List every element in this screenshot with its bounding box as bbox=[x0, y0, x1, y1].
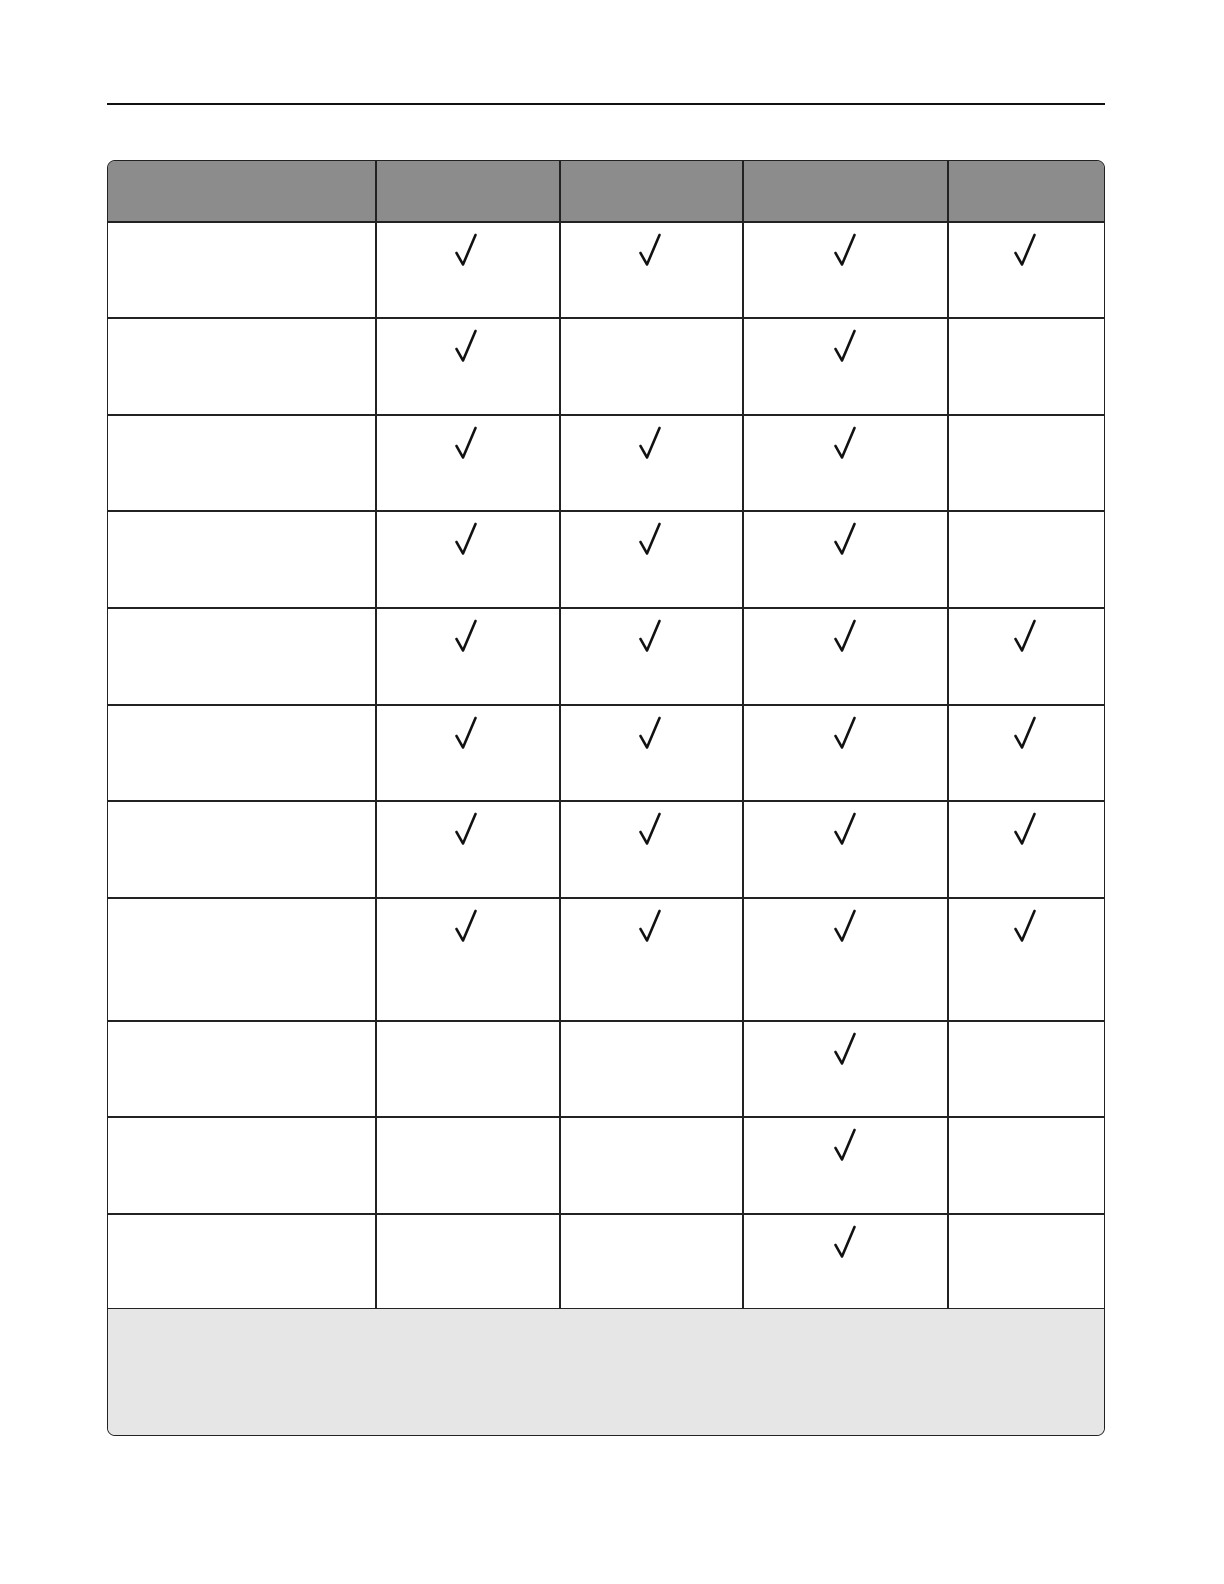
check-mark-icon bbox=[455, 329, 477, 363]
check-mark-icon bbox=[1014, 909, 1036, 943]
check-mark-icon bbox=[834, 716, 856, 750]
check-mark-icon bbox=[455, 426, 477, 460]
check-mark-icon bbox=[834, 1128, 856, 1162]
check-mark-icon bbox=[834, 619, 856, 653]
column-divider bbox=[947, 161, 949, 1309]
row-label bbox=[108, 415, 376, 511]
check-mark-icon bbox=[834, 1032, 856, 1066]
row-label bbox=[108, 318, 376, 415]
check-mark-icon bbox=[834, 1225, 856, 1259]
column-divider bbox=[559, 161, 561, 1309]
check-mark-icon bbox=[639, 716, 661, 750]
check-mark-icon bbox=[834, 329, 856, 363]
header-cell-col-1 bbox=[376, 161, 560, 222]
check-mark-icon bbox=[834, 233, 856, 267]
row-label bbox=[108, 222, 376, 318]
check-mark-icon bbox=[455, 522, 477, 556]
header-cell-feature bbox=[108, 161, 376, 222]
check-mark-icon bbox=[1014, 233, 1036, 267]
row-label bbox=[108, 1214, 376, 1309]
check-mark-icon bbox=[639, 619, 661, 653]
table-footer-note bbox=[108, 1309, 1104, 1436]
header-cell-col-4 bbox=[948, 161, 1105, 222]
check-mark-icon bbox=[639, 909, 661, 943]
check-mark-icon bbox=[639, 233, 661, 267]
check-mark-icon bbox=[834, 426, 856, 460]
top-rule bbox=[107, 103, 1105, 105]
table-header-row bbox=[108, 161, 1104, 222]
check-mark-icon bbox=[639, 812, 661, 846]
check-mark-icon bbox=[834, 812, 856, 846]
check-mark-icon bbox=[834, 909, 856, 943]
check-mark-icon bbox=[639, 426, 661, 460]
row-label bbox=[108, 1117, 376, 1214]
feature-table bbox=[107, 160, 1105, 1436]
check-mark-icon bbox=[455, 619, 477, 653]
check-mark-icon bbox=[1014, 619, 1036, 653]
row-label bbox=[108, 801, 376, 898]
row-label bbox=[108, 705, 376, 801]
check-mark-icon bbox=[1014, 716, 1036, 750]
header-cell-col-3 bbox=[743, 161, 948, 222]
header-cell-col-2 bbox=[560, 161, 743, 222]
column-divider bbox=[742, 161, 744, 1309]
check-mark-icon bbox=[1014, 812, 1036, 846]
check-mark-icon bbox=[455, 233, 477, 267]
check-mark-icon bbox=[455, 909, 477, 943]
row-label bbox=[108, 608, 376, 705]
check-mark-icon bbox=[639, 522, 661, 556]
check-mark-icon bbox=[455, 812, 477, 846]
row-label bbox=[108, 1021, 376, 1117]
row-label bbox=[108, 898, 376, 1021]
check-mark-icon bbox=[834, 522, 856, 556]
check-mark-icon bbox=[455, 716, 477, 750]
row-label bbox=[108, 511, 376, 608]
